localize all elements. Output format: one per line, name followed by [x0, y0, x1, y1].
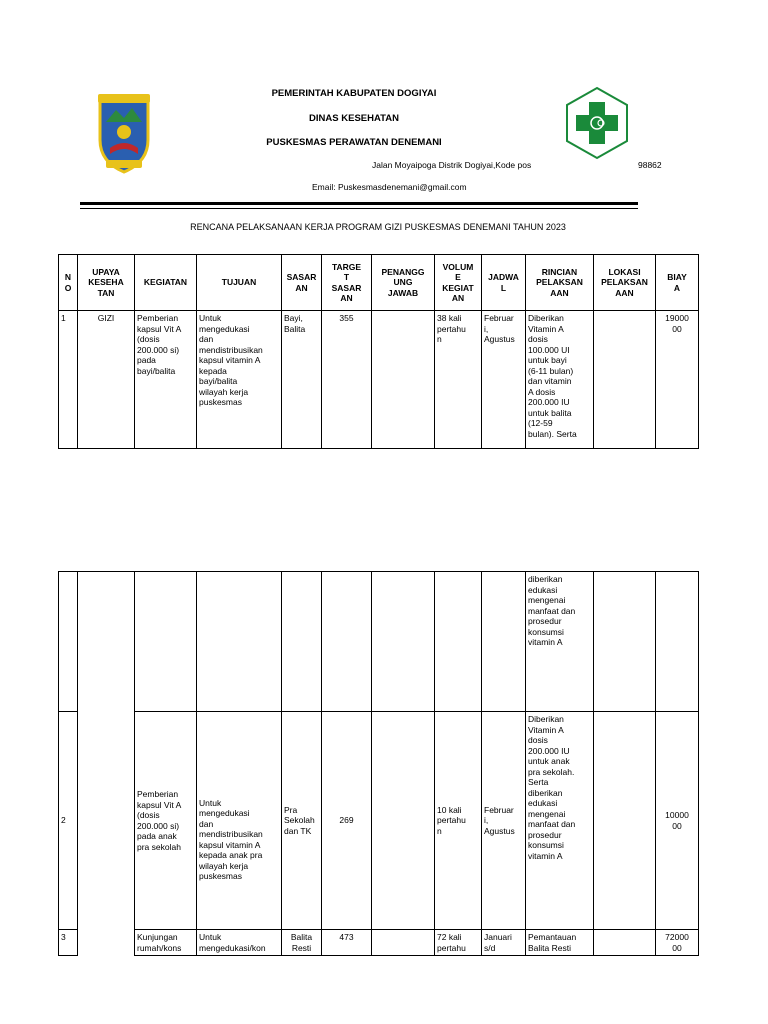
cell-rincian: Diberikan Vitamin A dosis 200.000 IU untuk anak pra sekolah. Serta diberikan edukasi mengenai manfaat dan prosedur konsumsi vitamin A: [526, 712, 594, 930]
cell-biaya: 10000 00: [656, 712, 699, 930]
cell-lokasi: [594, 930, 656, 956]
header-rule-thick: [80, 202, 638, 205]
header-department: DINAS KESEHATAN: [309, 113, 399, 124]
cell-biaya: [656, 572, 699, 712]
cell-sasaran: [282, 572, 322, 712]
cell-target: [322, 572, 372, 712]
cell-jadwal: Februar i, Agustus: [482, 311, 526, 449]
col-header-kegiatan: KEGIATAN: [135, 255, 197, 311]
cell-volume: 38 kali pertahu n: [435, 311, 482, 449]
cell-no: 1: [59, 311, 78, 449]
col-header-upaya: UPAYA KESEHA TAN: [78, 255, 135, 311]
cell-kegiatan: [135, 572, 197, 712]
table-row: [59, 311, 699, 449]
col-header-rincian: RINCIAN PELAKSAN AAN: [526, 255, 594, 311]
cell-rincian: diberikan edukasi mengenai manfaat dan prosedur konsumsi vitamin A: [526, 572, 594, 712]
col-header-tujuan: TUJUAN: [197, 255, 282, 311]
cell-volume: [435, 572, 482, 712]
plan-table-page1: [58, 254, 699, 449]
cell-sasaran: Bayi, Balita: [282, 311, 322, 449]
cell-tujuan: Untuk mengedukasi dan mendistribusikan kapsul vitamin A kepada bayi/balita wilayah kerja puskesmas: [197, 311, 282, 449]
cell-no: 3: [59, 930, 78, 956]
plan-table-page2: [58, 571, 699, 956]
col-header-penanggung: PENANGG UNG JAWAB: [372, 255, 435, 311]
cell-lokasi: [594, 712, 656, 930]
cell-sasaran: Pra Sekolah dan TK: [282, 712, 322, 930]
col-header-sasaran: SASAR AN: [282, 255, 322, 311]
header-rule-thin: [80, 208, 638, 209]
cell-lokasi: [594, 311, 656, 449]
col-header-jadwal: JADWA L: [482, 255, 526, 311]
header-address: Jalan Moyaipoga Distrik Dogiyai,Kode pos: [372, 160, 532, 170]
col-header-target: TARGE T SASAR AN: [322, 255, 372, 311]
regency-logo: [92, 92, 156, 174]
cell-target: 473: [322, 930, 372, 956]
cell-jadwal: Januari s/d: [482, 930, 526, 956]
cell-volume: 72 kali pertahu: [435, 930, 482, 956]
cell-rincian: Diberikan Vitamin A dosis 100.000 UI untuk bayi (6-11 bulan) dan vitamin A dosis 200.000 IU untuk balita (12-59 bulan). Serta: [526, 311, 594, 449]
cell-tujuan: [197, 572, 282, 712]
table-row: [59, 930, 699, 956]
header-puskesmas: PUSKESMAS PERAWATAN DENEMANI: [266, 137, 442, 148]
cell-penanggung: [372, 311, 435, 449]
document-title: RENCANA PELAKSANAAN KERJA PROGRAM GIZI PUSKESMAS DENEMANI TAHUN 2023: [190, 222, 566, 232]
cell-kegiatan: Pemberian kapsul Vit A (dosis 200.000 si) pada anak pra sekolah: [135, 712, 197, 930]
cell-upaya: GIZI: [78, 311, 135, 449]
col-header-lokasi: LOKASI PELAKSAN AAN: [594, 255, 656, 311]
cell-penanggung: [372, 572, 435, 712]
puskesmas-logo: [565, 86, 629, 160]
cell-volume: 10 kali pertahu n: [435, 712, 482, 930]
cell-no: [59, 572, 78, 712]
cell-biaya: 72000 00: [656, 930, 699, 956]
col-header-biaya: BIAY A: [656, 255, 699, 311]
cell-kegiatan: Kunjungan rumah/kons: [135, 930, 197, 956]
cell-tujuan: Untuk mengedukasi dan mendistribusikan kapsul vitamin A kepada anak pra wilayah kerja puskesmas: [197, 712, 282, 930]
table-row: [59, 572, 699, 712]
cell-biaya: 19000 00: [656, 311, 699, 449]
cell-jadwal: [482, 572, 526, 712]
cell-upaya: [78, 572, 135, 956]
cell-rincian: Pemantauan Balita Resti: [526, 930, 594, 956]
table-row: [59, 712, 699, 930]
header-email: Email: Puskesmasdenemani@gmail.com: [312, 182, 467, 192]
cell-sasaran: Balita Resti: [282, 930, 322, 956]
cell-penanggung: [372, 930, 435, 956]
cell-kegiatan: Pemberian kapsul Vit A (dosis 200.000 si) pada bayi/balita: [135, 311, 197, 449]
cell-target: 355: [322, 311, 372, 449]
header-government: PEMERINTAH KABUPATEN DOGIYAI: [271, 88, 437, 99]
cell-jadwal: Februar i, Agustus: [482, 712, 526, 930]
cell-target: 269: [322, 712, 372, 930]
cell-tujuan: Untuk mengedukasi/kon: [197, 930, 282, 956]
table-header-row: [59, 255, 699, 311]
header-postal-code: 98862: [638, 160, 662, 170]
cell-penanggung: [372, 712, 435, 930]
col-header-no: N O: [59, 255, 78, 311]
col-header-volume: VOLUM E KEGIAT AN: [435, 255, 482, 311]
cell-no: 2: [59, 712, 78, 930]
cell-lokasi: [594, 572, 656, 712]
